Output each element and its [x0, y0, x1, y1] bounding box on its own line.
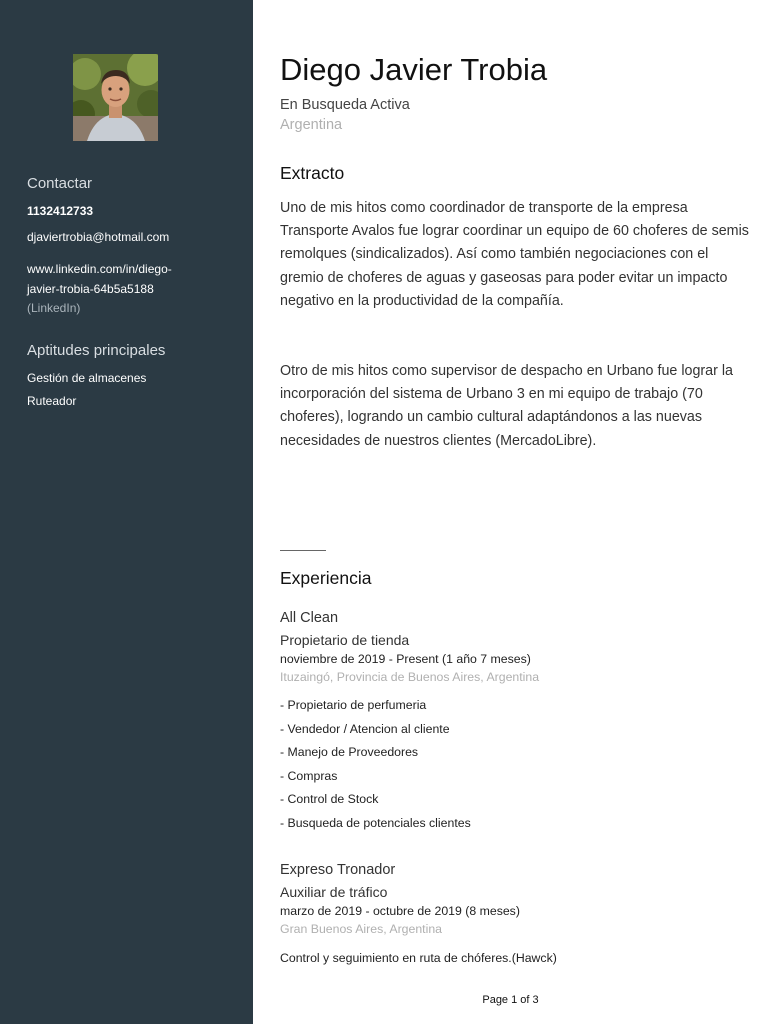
- phone-number: 1132412733: [27, 204, 94, 218]
- skill-item: Ruteador: [27, 394, 77, 408]
- profile-name: Diego Javier Trobia: [280, 52, 548, 87]
- job-location: Ituzaingó, Provincia de Buenos Aires, Argentina: [280, 670, 540, 684]
- page-number: Page 1 of 3: [482, 994, 539, 1006]
- job-bullet: - Propietario de perfumeria: [280, 698, 427, 712]
- summary-paragraph-2: Otro de mis hitos como supervisor de despacho en Urbano fue lograr la incorporación del sistema de Urbano 3 en mi equipo de trabajo (70 choferes), logrando un cambio cultural adaptándonos a las nuevas necesidades de nuestros clientes (MercadoLibre).: [280, 363, 733, 449]
- job-bullet: - Control de Stock: [280, 792, 379, 806]
- job-bullet: - Busqueda de potenciales clientes: [280, 815, 471, 830]
- skills-heading: Aptitudes principales: [27, 342, 166, 359]
- job-bullet: - Vendedor / Atencion al cliente: [280, 721, 450, 736]
- sidebar: [0, 0, 253, 1024]
- contact-heading: Contactar: [27, 175, 93, 192]
- job-bullet: - Manejo de Proveedores: [280, 745, 419, 759]
- job-company: All Clean: [280, 610, 339, 626]
- profile-photo: [73, 54, 158, 141]
- profile-photo-image: [73, 54, 158, 141]
- job-bullet: - Compras: [280, 768, 338, 783]
- job-description: Control y seguimiento en ruta de chóferes.(Hawck): [280, 951, 557, 965]
- job-dates: noviembre de 2019 - Present (1 año 7 meses): [280, 652, 531, 666]
- summary-paragraph-1: Uno de mis hitos como coordinador de transporte de la empresa Transporte Avalos fue lograr coordinar un equipo de 60 choferes de semis remolques (sindicalizados). Así como también negociaciones con el gremio de choferes de aguas y gaseosas para poder evitar un impacto negativo en la productividad de la compañía.: [280, 200, 749, 309]
- skills-list: [27, 367, 146, 413]
- summary-title: Extracto: [280, 163, 345, 183]
- job-bullet-list: [280, 694, 471, 835]
- job-location: Gran Buenos Aires, Argentina: [280, 922, 443, 936]
- job-role: Auxiliar de tráfico: [280, 884, 388, 900]
- linkedin-url-line1: www.linkedin.com/in/diego-: [27, 262, 172, 276]
- job-role: Propietario de tienda: [280, 632, 410, 648]
- linkedin-url-line2: javier-trobia-64b5a5188: [27, 281, 154, 296]
- job-dates: marzo de 2019 - octubre de 2019 (8 meses): [280, 904, 520, 918]
- skill-item: Gestión de almacenes: [27, 371, 147, 385]
- section-divider: [280, 550, 326, 551]
- linkedin-link[interactable]: [27, 260, 172, 319]
- experience-title: Experiencia: [280, 568, 372, 588]
- profile-location: Argentina: [280, 117, 343, 133]
- linkedin-label: (LinkedIn): [27, 301, 81, 315]
- email-link[interactable]: djaviertrobia@hotmail.com: [27, 230, 170, 244]
- profile-headline: En Busqueda Activa: [280, 97, 410, 113]
- job-company: Expreso Tronador: [280, 862, 396, 878]
